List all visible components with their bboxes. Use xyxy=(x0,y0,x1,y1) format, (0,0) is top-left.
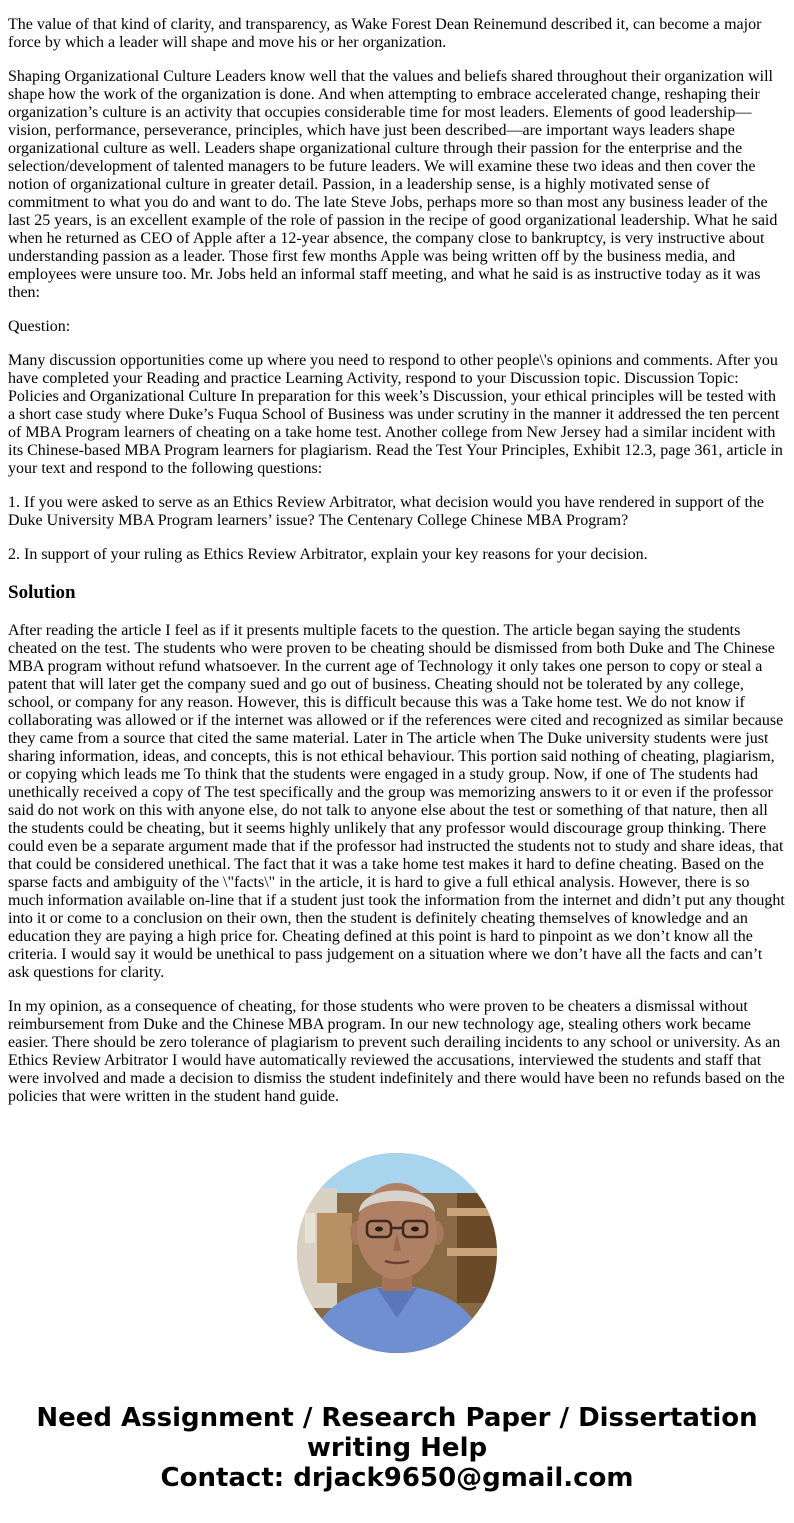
solution-paragraph-1: After reading the article I feel as if it presents multiple facets to the question. The article began saying the students cheated on the test. The students who were proven to be cheating should be dismissed from both Duke and The Chinese MBA program without refund whatsoever. In the current age of Technology it only takes one person to copy or steal a patent that will later get the company sued and go out of business. Cheating should not be tolerated by any college, school, or company for any reason. However, this is difficult because this was a Take home test. We do not know if collaborating was allowed or if the internet was allowed or if the references were cited and recognized as similar because they came from a source that cited the same material. Later in The article when The Duke university students were just sharing information, ideas, and concepts, this is not ethical behaviour. This portion said nothing of cheating, plagiarism, or copying which leads me To think that the students were engaged in a study group. Now, if one of The students had unethically received a copy of The test specifically and the group was memorizing answers to it or even if the professor said do not work on this with anyone else, do not talk to anyone else about the test or something of that nature, then all the students could be cheating, but it seems highly unlikely that any professor would discourage group thinking. There could even be a separate argument made that if the professor had instructed the students not to study and share ideas, that that could be considered unethical. The fact that it was a take home test makes it hard to define cheating. Based on the sparse facts and ambiguity of the \"facts\" in the article, it is hard to give a full ethical analysis. However, there is so much information available on-line that if a student just took the information from the internet and didn’t put any thought into it or come to a conclusion on their own, then the student is definitely cheating themselves of knowledge and an education they are paying a high price for. Cheating defined at this point is hard to pinpoint as we don’t know all the criteria. I would say it would be unethical to pass judgement on a situation where we don’t have all the facts and can’t ask questions for clarity. xyxy=(8,622,785,981)
intro-paragraph: The value of that kind of clarity, and transparency, as Wake Forest Dean Reinemund described it, can become a major force by which a leader will shape and move his or her organization. xyxy=(8,16,762,51)
promo-line-1: Need Assignment / Research Paper / Dissertation xyxy=(36,1403,758,1433)
question-1: 1. If you were asked to serve as an Ethics Review Arbitrator, what decision would you have rendered in support of the Duke University MBA Program learners’ issue? The Centenary College Chinese MBA Program? xyxy=(8,494,765,529)
promo-contact: Contact: drjack9650@gmail.com xyxy=(160,1463,634,1493)
promo-banner xyxy=(0,1403,794,1493)
question-paragraph: Many discussion opportunities come up where you need to respond to other people\'s opinions and comments. After you have completed your Reading and practice Learning Activity, respond to your Discussion topic. Discussion Topic: Policies and Organizational Culture In preparation for this week’s Discussion, your ethical principles will be tested with a short case study where Duke’s Fuqua School of Business was under scrutiny in the manner it addressed the ten percent of MBA Program learners of cheating on a take home test. Another college from New Jersey had a similar incident with its Chinese-based MBA Program learners for plagiarism. Read the Test Your Principles, Exhibit 12.3, page 361, article in your text and respond to the following questions: xyxy=(8,352,783,477)
author-portrait-image xyxy=(297,1153,497,1353)
author-avatar xyxy=(297,1153,497,1353)
question-2: 2. In support of your ruling as Ethics Review Arbitrator, explain your key reasons for your decision. xyxy=(8,546,648,563)
question-label: Question: xyxy=(8,318,71,335)
article-content xyxy=(8,16,786,1122)
promo-line-2: writing Help xyxy=(306,1433,488,1463)
culture-paragraph: Shaping Organizational Culture Leaders know well that the values and beliefs shared throughout their organization will shape how the work of the organization is done. And when attempting to embrace accelerated change, reshaping their organization’s culture is an activity that occupies considerable time for most leaders. Elements of good leadership—vision, performance, perseverance, principles, which have just been described—are important ways leaders shape organizational culture as well. Leaders shape organizational culture through their passion for the enterprise and the selection/development of talented managers to be future leaders. We will examine these two ideas and then cover the notion of organizational culture in greater detail. Passion, in a leadership sense, is a highly motivated sense of commitment to what you do and want to do. The late Steve Jobs, perhaps more so than most any business leader of the last 25 years, is an excellent example of the role of passion in the recipe of good organizational leadership. What he said when he returned as CEO of Apple after a 12-year absence, the company close to bankruptcy, is very instructive about understanding passion as a leader. Those first few months Apple was being written off by the business media, and employees were unsure too. Mr. Jobs held an informal staff meeting, and what he said is as instructive today as it was then: xyxy=(8,68,778,301)
solution-paragraph-2: In my opinion, as a consequence of cheating, for those students who were proven to be cheaters a dismissal without reimbursement from Duke and the Chinese MBA program. In our new technology age, stealing others work became easier. There should be zero tolerance of plagiarism to prevent such derailing incidents to any school or university. As an Ethics Review Arbitrator I would have automatically reviewed the accusations, interviewed the students and staff that were involved and made a decision to dismiss the student indefinitely and there would have been no refunds based on the policies that were written in the student hand guide. xyxy=(8,998,785,1105)
solution-heading: Solution xyxy=(8,582,76,603)
